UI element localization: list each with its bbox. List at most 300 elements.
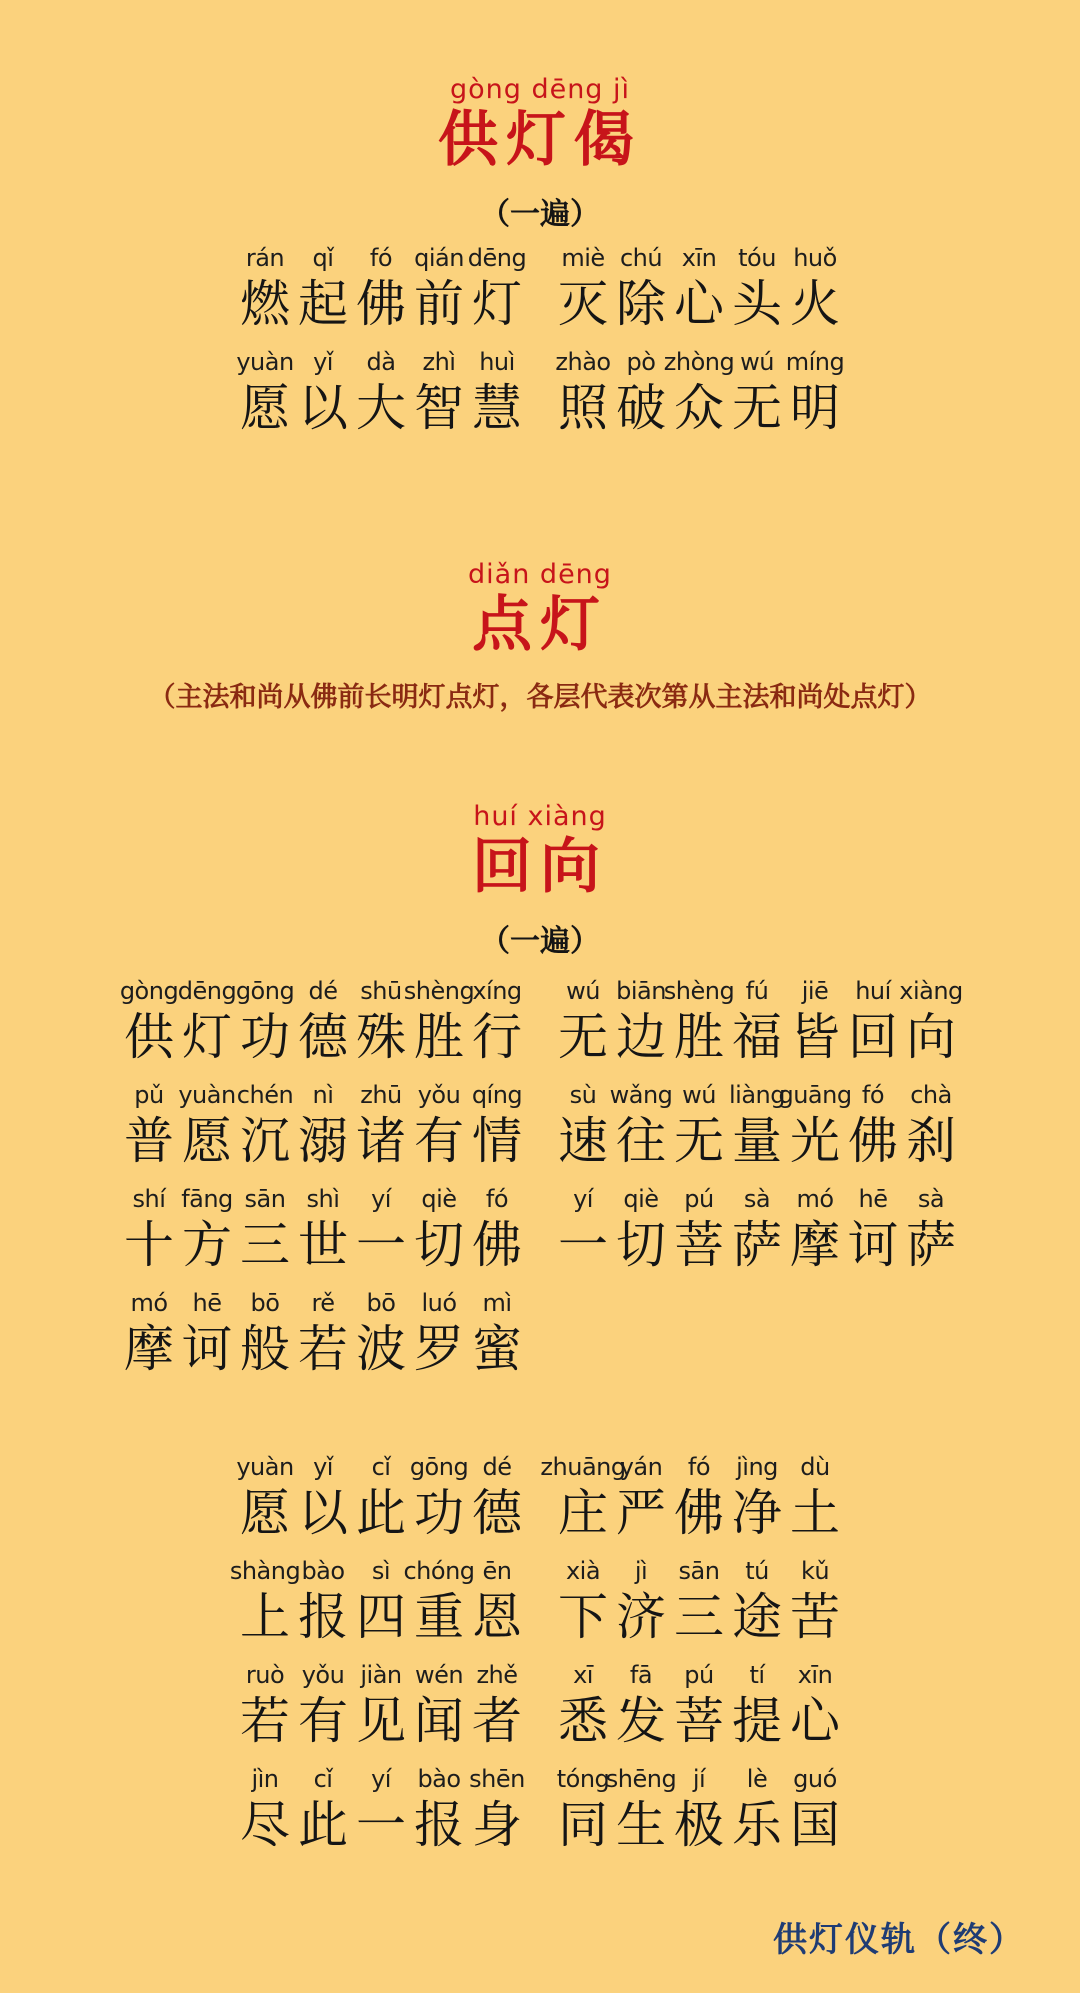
hanzi: 三 <box>674 1588 724 1646</box>
section-title: 回向 <box>472 832 608 902</box>
pinyin: wú <box>566 977 600 1005</box>
pinyin: yǒu <box>301 1661 345 1689</box>
hanzi: 速 <box>558 1112 608 1170</box>
verse-line <box>120 1288 960 1382</box>
verse-character <box>410 1184 468 1278</box>
verse-phrase <box>540 1452 844 1546</box>
verse-phrase <box>554 243 844 337</box>
hanzi: 切 <box>414 1216 464 1274</box>
pinyin: huí <box>855 977 891 1005</box>
verse-line <box>236 243 844 337</box>
hanzi: 殊 <box>356 1008 406 1066</box>
hanzi: 土 <box>790 1484 840 1542</box>
verse-character <box>352 1660 410 1754</box>
verse-character <box>786 1452 844 1546</box>
pinyin: wén <box>414 1661 464 1689</box>
verse-character <box>786 1184 844 1278</box>
hanzi: 世 <box>298 1216 348 1274</box>
verse-phrase <box>120 1288 526 1382</box>
pinyin: luó <box>421 1289 457 1317</box>
verse-phrase <box>554 1184 960 1278</box>
pinyin: yí <box>573 1185 593 1213</box>
pinyin: jiàn <box>360 1661 402 1689</box>
verse-phrase <box>120 976 526 1070</box>
hanzi: 恩 <box>472 1588 522 1646</box>
pinyin: xīn <box>797 1661 833 1689</box>
pinyin: zhì <box>422 348 456 376</box>
verse-character <box>728 347 786 441</box>
verse-character <box>612 1184 670 1278</box>
pinyin: fú <box>745 977 769 1005</box>
pinyin: zhào <box>555 348 611 376</box>
hanzi: 萨 <box>906 1216 956 1274</box>
verse-character <box>468 1764 526 1858</box>
hanzi: 佛 <box>356 275 406 333</box>
verse-character <box>612 1660 670 1754</box>
verse-character <box>554 1184 612 1278</box>
verse-character <box>178 976 236 1070</box>
verse-character <box>728 1184 786 1278</box>
verse-character <box>178 1184 236 1278</box>
verse-character <box>728 1764 786 1858</box>
hanzi: 功 <box>240 1008 290 1066</box>
hanzi: 佛 <box>472 1216 522 1274</box>
hanzi: 德 <box>472 1484 522 1542</box>
pinyin: sān <box>244 1185 286 1213</box>
pinyin: sì <box>371 1557 391 1585</box>
pinyin: fāng <box>181 1185 233 1213</box>
verse-character <box>902 1184 960 1278</box>
hanzi: 济 <box>616 1588 666 1646</box>
pinyin: kǔ <box>800 1557 830 1585</box>
hanzi: 刹 <box>906 1112 956 1170</box>
hanzi: 愿 <box>182 1112 232 1170</box>
pinyin: xíng <box>472 977 522 1005</box>
verse-character <box>468 243 526 337</box>
verse-character <box>468 1184 526 1278</box>
hanzi: 除 <box>616 275 666 333</box>
verse-character <box>120 976 178 1070</box>
verse-character <box>120 1184 178 1278</box>
pinyin: liàng <box>729 1081 785 1109</box>
hanzi: 一 <box>558 1216 608 1274</box>
verse-character <box>670 1080 728 1174</box>
verse-character <box>786 1660 844 1754</box>
verse-character <box>468 1556 526 1650</box>
pinyin: fā <box>629 1661 653 1689</box>
verse-character <box>352 1452 410 1546</box>
hanzi: 闻 <box>414 1692 464 1750</box>
pinyin: wǎng <box>609 1081 673 1109</box>
hanzi: 回 <box>848 1008 898 1066</box>
verse-character <box>554 243 612 337</box>
verse-block <box>229 1452 844 1858</box>
verse-phrase <box>236 243 526 337</box>
pinyin: shàng <box>229 1557 301 1585</box>
verse-block <box>236 243 844 441</box>
pinyin: dēng <box>177 977 237 1005</box>
verse-line <box>236 1452 844 1546</box>
verse-line <box>120 1184 960 1278</box>
verse-character <box>554 976 612 1070</box>
verse-character <box>410 1764 468 1858</box>
pinyin: yǒu <box>417 1081 461 1109</box>
pinyin: gōng <box>409 1453 469 1481</box>
hanzi: 灯 <box>182 1008 232 1066</box>
section-hui-xiang-verse <box>0 1452 1080 1858</box>
hanzi: 佛 <box>848 1112 898 1170</box>
verse-phrase <box>229 1556 526 1650</box>
hanzi: 起 <box>298 275 348 333</box>
verse-phrase <box>554 1764 844 1858</box>
verse-character <box>605 1764 677 1858</box>
pinyin: chén <box>236 1081 294 1109</box>
verse-character <box>670 243 728 337</box>
pinyin: chà <box>910 1081 952 1109</box>
verse-character <box>294 1184 352 1278</box>
hanzi: 沉 <box>240 1112 290 1170</box>
pinyin: qiè <box>623 1185 659 1213</box>
verse-character <box>294 1452 352 1546</box>
pinyin: xià <box>565 1557 601 1585</box>
hanzi: 方 <box>182 1216 232 1274</box>
pinyin: dēng <box>467 244 527 272</box>
verse-character <box>728 1080 786 1174</box>
section-title: 点灯 <box>472 590 608 660</box>
verse-character <box>899 976 963 1070</box>
verse-character <box>540 1452 626 1546</box>
hanzi: 身 <box>472 1796 522 1854</box>
pinyin: yí <box>371 1185 391 1213</box>
verse-character <box>403 976 475 1070</box>
pinyin: miè <box>561 244 605 272</box>
hanzi: 有 <box>298 1692 348 1750</box>
verse-character <box>612 1556 670 1650</box>
verse-character <box>352 976 410 1070</box>
verse-character <box>236 1184 294 1278</box>
pinyin: gòng <box>119 977 179 1005</box>
hanzi: 火 <box>790 275 840 333</box>
verse-character <box>670 1764 728 1858</box>
pinyin: biān <box>616 977 666 1005</box>
pinyin: yí <box>371 1765 391 1793</box>
pinyin: pú <box>684 1661 714 1689</box>
hanzi: 者 <box>472 1692 522 1750</box>
pinyin: shū <box>360 977 402 1005</box>
pinyin: dé <box>308 977 338 1005</box>
verse-character <box>178 1288 236 1382</box>
pinyin: jìng <box>736 1453 778 1481</box>
verse-character <box>612 347 670 441</box>
hanzi: 三 <box>240 1216 290 1274</box>
pinyin: tóng <box>556 1765 610 1793</box>
pinyin: rán <box>245 244 285 272</box>
hanzi: 胜 <box>674 1008 724 1066</box>
verse-character <box>554 1764 612 1858</box>
pinyin: guó <box>793 1765 837 1793</box>
hanzi: 愿 <box>240 1484 290 1542</box>
section-title: 供灯偈 <box>438 105 642 175</box>
verse-character <box>294 1764 352 1858</box>
pinyin: mó <box>796 1185 834 1213</box>
verse-character <box>786 976 844 1070</box>
verse-character <box>410 1452 468 1546</box>
pinyin: dù <box>800 1453 830 1481</box>
verse-character <box>728 1660 786 1754</box>
verse-character <box>670 1452 728 1546</box>
hanzi: 此 <box>298 1796 348 1854</box>
hanzi: 十 <box>124 1216 174 1274</box>
verse-character <box>294 976 352 1070</box>
hanzi: 光 <box>790 1112 840 1170</box>
section-dian-deng <box>0 560 1080 718</box>
pinyin: tóu <box>738 244 776 272</box>
pinyin: zhě <box>476 1661 518 1689</box>
hanzi: 无 <box>558 1008 608 1066</box>
hanzi: 下 <box>558 1588 608 1646</box>
pinyin: xī <box>573 1661 593 1689</box>
hanzi: 极 <box>674 1796 724 1854</box>
repeat-count: （一遍） <box>480 197 600 232</box>
hanzi: 提 <box>732 1692 782 1750</box>
section-title-pinyin: gòng dēng jì <box>449 74 631 105</box>
pinyin: shèng <box>663 977 735 1005</box>
hanzi: 明 <box>790 379 840 437</box>
hanzi: 供 <box>124 1008 174 1066</box>
verse-phrase <box>120 1080 526 1174</box>
hanzi: 上 <box>240 1588 290 1646</box>
hanzi: 佛 <box>674 1484 724 1542</box>
hanzi: 萨 <box>732 1216 782 1274</box>
verse-character <box>352 243 410 337</box>
pinyin: tí <box>749 1661 765 1689</box>
pinyin: bào <box>301 1557 345 1585</box>
verse-character <box>236 1660 294 1754</box>
verse-character <box>554 347 612 441</box>
hanzi: 见 <box>356 1692 406 1750</box>
pinyin: zhū <box>360 1081 402 1109</box>
verse-character <box>728 1452 786 1546</box>
verse-character <box>670 1184 728 1278</box>
verse-character <box>554 1660 612 1754</box>
pinyin: hē <box>858 1185 888 1213</box>
verse-character <box>294 243 352 337</box>
hanzi: 头 <box>732 275 782 333</box>
hanzi: 众 <box>674 379 724 437</box>
verse-line <box>119 976 963 1070</box>
verse-character <box>294 347 352 441</box>
section-hui-xiang <box>0 802 1080 1382</box>
hanzi: 心 <box>674 275 724 333</box>
hanzi: 波 <box>356 1320 406 1378</box>
pinyin: pǔ <box>134 1081 164 1109</box>
pinyin: zhuāng <box>540 1453 626 1481</box>
verse-character <box>786 243 844 337</box>
hanzi: 途 <box>732 1588 782 1646</box>
pinyin: dà <box>366 348 396 376</box>
hanzi: 以 <box>298 379 348 437</box>
pinyin: qiè <box>421 1185 457 1213</box>
verse-character <box>410 1080 468 1174</box>
hanzi: 罗 <box>414 1320 464 1378</box>
hanzi: 蜜 <box>472 1320 522 1378</box>
pinyin: fó <box>687 1453 711 1481</box>
pinyin: xiàng <box>899 977 963 1005</box>
verse-character <box>294 1288 352 1382</box>
verse-line <box>229 1556 844 1650</box>
verse-phrase <box>236 1660 526 1754</box>
verse-character <box>410 1660 468 1754</box>
verse-character <box>236 1452 294 1546</box>
pinyin: shēn <box>469 1765 525 1793</box>
hanzi: 严 <box>616 1484 666 1542</box>
pinyin: jì <box>634 1557 648 1585</box>
verse-character <box>352 1556 410 1650</box>
pinyin: wú <box>682 1081 716 1109</box>
hanzi: 心 <box>790 1692 840 1750</box>
pinyin: sà <box>743 1185 771 1213</box>
verse-phrase <box>554 976 963 1070</box>
hanzi: 一 <box>356 1796 406 1854</box>
verse-character <box>902 1080 960 1174</box>
pinyin: shí <box>132 1185 166 1213</box>
repeat-count: （一遍） <box>480 924 600 959</box>
pinyin: dé <box>482 1453 512 1481</box>
hanzi: 功 <box>414 1484 464 1542</box>
verse-character <box>728 976 786 1070</box>
verse-character <box>786 1764 844 1858</box>
verse-character <box>120 1288 178 1382</box>
hanzi: 前 <box>414 275 464 333</box>
pinyin: nì <box>312 1081 334 1109</box>
pinyin: fó <box>369 244 393 272</box>
verse-character <box>728 243 786 337</box>
verse-phrase <box>554 1556 844 1650</box>
verse-character <box>554 1556 612 1650</box>
pinyin: yán <box>619 1453 663 1481</box>
verse-block <box>119 976 963 1382</box>
pinyin: wú <box>740 348 774 376</box>
verse-character <box>778 1080 852 1174</box>
end-title: 供灯仪轨（终） <box>773 1920 1025 1960</box>
hanzi: 庄 <box>558 1484 608 1542</box>
hanzi: 溺 <box>298 1112 348 1170</box>
hanzi: 生 <box>616 1796 666 1854</box>
verse-character <box>728 1556 786 1650</box>
hanzi: 胜 <box>414 1008 464 1066</box>
pinyin: shēng <box>605 1765 677 1793</box>
verse-character <box>844 1080 902 1174</box>
hanzi: 无 <box>732 379 782 437</box>
pinyin: fó <box>861 1081 885 1109</box>
instruction-text: （主法和尚从佛前长明灯点灯，各层代表次第从主法和尚处点灯） <box>148 682 932 713</box>
pinyin: qǐ <box>312 244 334 272</box>
pinyin: jí <box>692 1765 706 1793</box>
section-gong-deng-ji <box>0 75 1080 441</box>
verse-character <box>236 1080 294 1174</box>
hanzi: 切 <box>616 1216 666 1274</box>
verse-character <box>612 976 670 1070</box>
pinyin: yǐ <box>313 348 333 376</box>
hanzi: 有 <box>414 1112 464 1170</box>
hanzi: 净 <box>732 1484 782 1542</box>
hanzi: 一 <box>356 1216 406 1274</box>
verse-character <box>468 1080 526 1174</box>
hanzi: 慧 <box>472 379 522 437</box>
section-title-pinyin: diǎn dēng <box>468 559 612 590</box>
hanzi: 若 <box>298 1320 348 1378</box>
hanzi: 诸 <box>356 1112 406 1170</box>
pinyin: bō <box>366 1289 396 1317</box>
verse-phrase <box>554 1288 960 1382</box>
verse-line <box>236 1660 844 1754</box>
hanzi: 情 <box>472 1112 522 1170</box>
pinyin: lè <box>746 1765 768 1793</box>
pinyin: yuàn <box>236 348 294 376</box>
verse-character <box>410 243 468 337</box>
pinyin: míng <box>785 348 845 376</box>
verse-character <box>612 1452 670 1546</box>
verse-character <box>612 243 670 337</box>
hanzi: 报 <box>298 1588 348 1646</box>
pinyin: mì <box>482 1289 512 1317</box>
verse-character <box>236 1764 294 1858</box>
verse-character <box>294 1556 352 1650</box>
verse-character <box>410 347 468 441</box>
verse-character <box>294 1660 352 1754</box>
hanzi: 苦 <box>790 1588 840 1646</box>
verse-character <box>663 347 735 441</box>
hanzi: 燃 <box>240 275 290 333</box>
hanzi: 诃 <box>848 1216 898 1274</box>
pinyin: chóng <box>403 1557 475 1585</box>
verse-character <box>670 1660 728 1754</box>
hanzi: 行 <box>472 1008 522 1066</box>
verse-character <box>468 1452 526 1546</box>
pinyin: yǐ <box>313 1453 333 1481</box>
pinyin: guāng <box>778 1081 852 1109</box>
pinyin: qíng <box>471 1081 523 1109</box>
verse-character <box>352 1184 410 1278</box>
verse-character <box>468 1660 526 1754</box>
pinyin: fó <box>485 1185 509 1213</box>
hanzi: 皆 <box>790 1008 840 1066</box>
hanzi: 重 <box>414 1588 464 1646</box>
verse-phrase <box>236 1452 526 1546</box>
verse-character <box>352 1288 410 1382</box>
verse-character <box>236 243 294 337</box>
verse-phrase <box>120 1184 526 1278</box>
hanzi: 般 <box>240 1320 290 1378</box>
hanzi: 无 <box>674 1112 724 1170</box>
pinyin: sà <box>917 1185 945 1213</box>
verse-character <box>786 347 844 441</box>
hanzi: 德 <box>298 1008 348 1066</box>
hanzi: 此 <box>356 1484 406 1542</box>
verse-phrase <box>554 347 844 441</box>
verse-character <box>178 1080 236 1174</box>
hanzi: 往 <box>616 1112 666 1170</box>
verse-character <box>670 1556 728 1650</box>
pinyin: bào <box>417 1765 461 1793</box>
pinyin: pò <box>626 348 656 376</box>
pinyin: ēn <box>482 1557 512 1585</box>
verse-character <box>229 1556 301 1650</box>
hanzi: 照 <box>558 379 608 437</box>
verse-character <box>120 1080 178 1174</box>
hanzi: 诃 <box>182 1320 232 1378</box>
pinyin: yuàn <box>178 1081 236 1109</box>
